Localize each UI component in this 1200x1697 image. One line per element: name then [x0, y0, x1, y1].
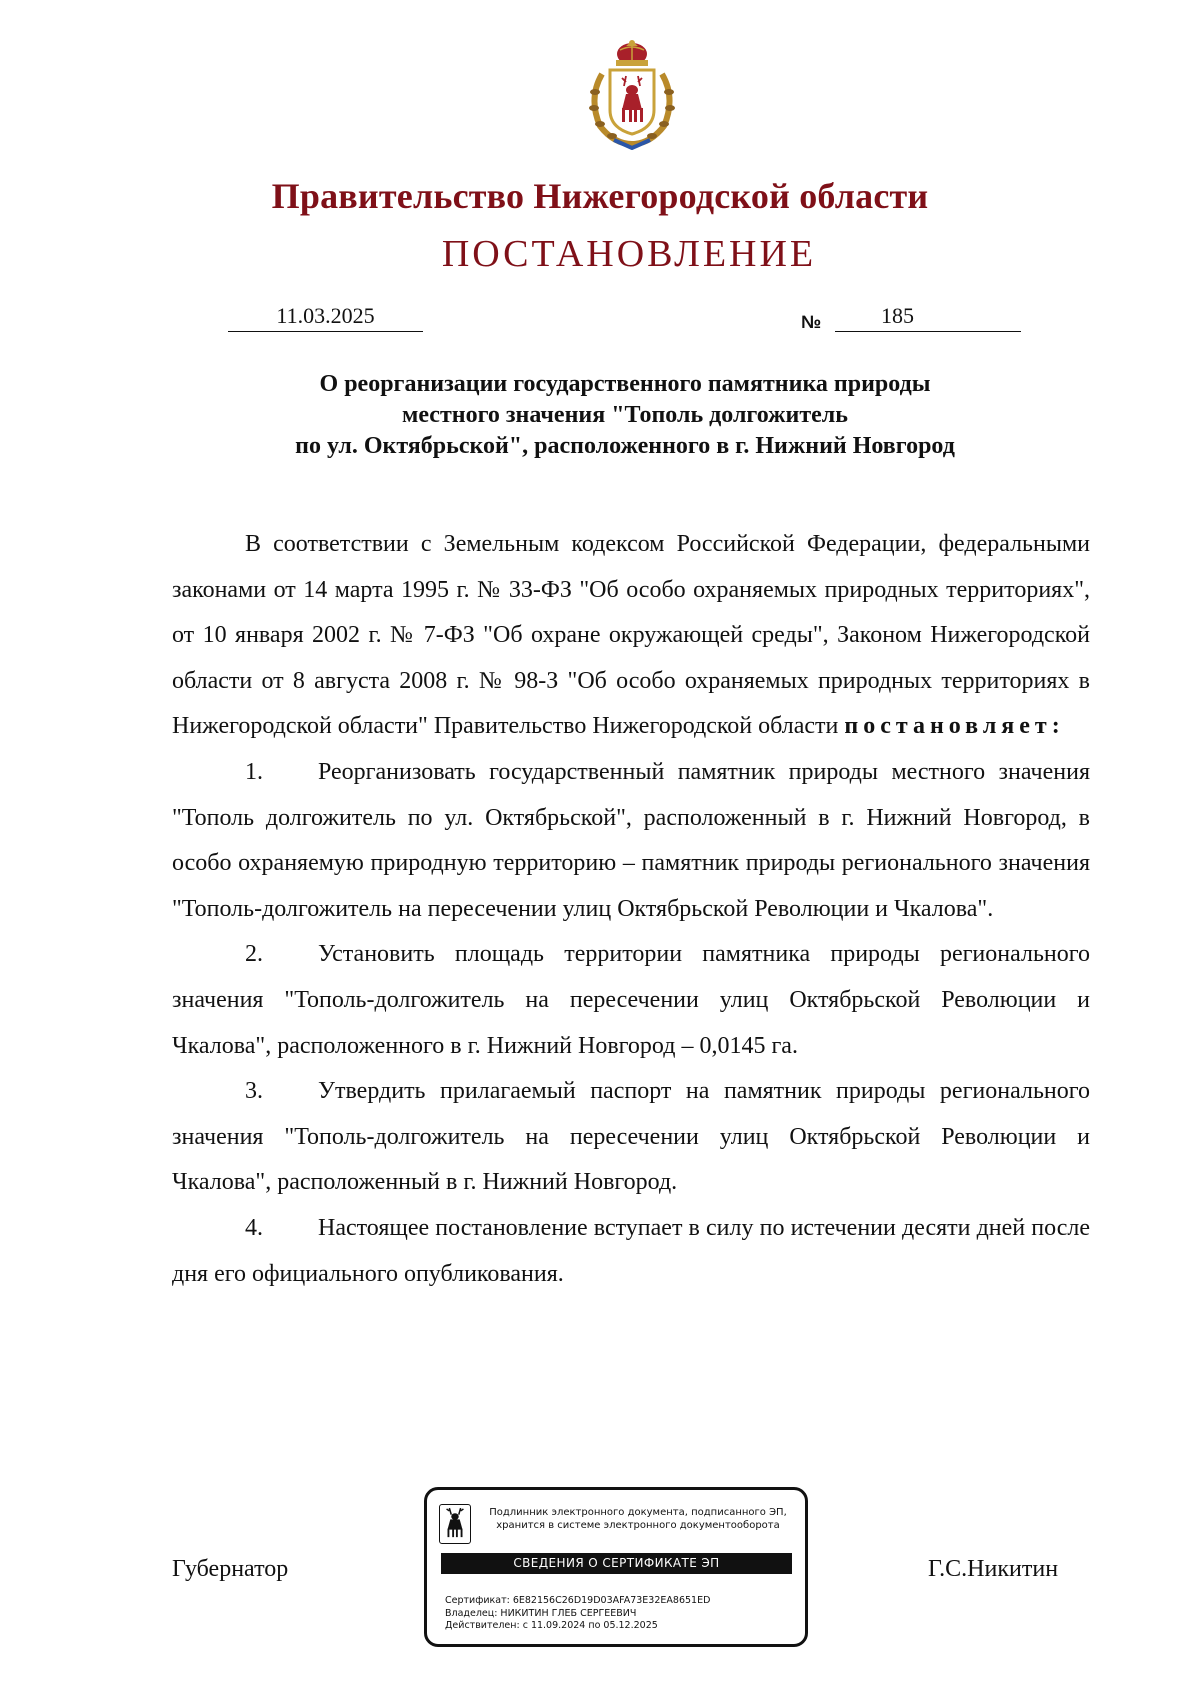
clause-number: 1. [245, 758, 263, 785]
coat-of-arms-icon [586, 40, 678, 150]
clause-paragraph [172, 750, 1090, 932]
deer-emblem-icon [439, 1504, 471, 1544]
stamp-note-line: хранится в системе электронного документооборота [496, 1520, 780, 1531]
document-number-field [835, 303, 1021, 332]
stamp-note [475, 1506, 801, 1532]
decree-word: постановляет: [844, 713, 1065, 740]
e-signature-stamp [424, 1487, 808, 1647]
signer-position: Губернатор [172, 1556, 289, 1582]
crown-icon [616, 40, 648, 66]
title-line: О реорганизации государственного памятника природы [319, 371, 931, 397]
clause-paragraph [172, 1069, 1090, 1206]
stamp-note-line: Подлинник электронного документа, подписанного ЭП, [489, 1507, 787, 1518]
document-body [172, 522, 1090, 1297]
stamp-header: СВЕДЕНИЯ О СЕРТИФИКАТЕ ЭП [441, 1553, 792, 1574]
clause-text: Реорганизовать государственный памятник природы местного значения "Тополь долгожитель по ул. Октябрьской", расположенный в г. Нижний Новгород, в особо охраняемую природную территорию – памятник природы регионального значения "Тополь-долгожитель на пересечении улиц Октябрьской Революции и Чкалова". [172, 758, 1090, 922]
title-line: по ул. Октябрьской", расположенного в г. Нижний Новгород [295, 433, 955, 459]
title-line: местного значения "Тополь долгожитель [402, 402, 848, 428]
clause-number: 4. [245, 1214, 263, 1241]
certificate-owner: Владелец: НИКИТИН ГЛЕБ СЕРГЕЕВИЧ [445, 1607, 637, 1619]
clause-text: Настоящее постановление вступает в силу по истечении десяти дней после дня его официального опубликования. [172, 1214, 1090, 1287]
organization-title: Правительство Нижегородской области [271, 176, 929, 216]
document-number: 185 [881, 303, 914, 328]
clause-number: 2. [245, 941, 263, 968]
certificate-info [445, 1595, 710, 1633]
number-sign: № [801, 312, 822, 332]
certificate-serial: Сертификат: 6E82156C26D19D03AFA73E32EA8651ED [445, 1595, 711, 1606]
clause-text: Установить площадь территории памятника природы регионального значения "Тополь-долгожитель на пересечении улиц Октябрьской Революции и Чкалова", расположенного в г. Нижний Новгород – 0,0145 га. [172, 941, 1090, 1059]
clause-number: 3. [245, 1078, 263, 1105]
clause-text: Утвердить прилагаемый паспорт на памятник природы регионального значения "Тополь-долгожитель на пересечении улиц Октябрьской Революции и Чкалова", расположенный в г. Нижний Новгород. [172, 1078, 1090, 1196]
preamble-paragraph [172, 522, 1090, 750]
document-date: 11.03.2025 [228, 303, 423, 332]
certificate-validity: Действителен: с 11.09.2024 по 05.12.2025 [445, 1620, 658, 1631]
document-title [160, 369, 1090, 462]
preamble-text: В соответствии с Земельным кодексом Российской Федерации, федеральными законами от 14 марта 1995 г. № 33-ФЗ "Об особо охраняемых природных территориях", от 10 января 2002 г. № 7-ФЗ "Об охране окружающей среды", Законом Нижегородской области от 8 августа 2008 г. № 98-З "Об особо охраняемых природных территориях в Нижегородской области" Правительство Нижегородской области [172, 531, 1090, 740]
signer-name: Г.С.Никитин [928, 1556, 1059, 1582]
clause-paragraph [172, 932, 1090, 1069]
document-type: ПОСТАНОВЛЕНИЕ [441, 233, 817, 275]
clause-paragraph [172, 1206, 1090, 1297]
